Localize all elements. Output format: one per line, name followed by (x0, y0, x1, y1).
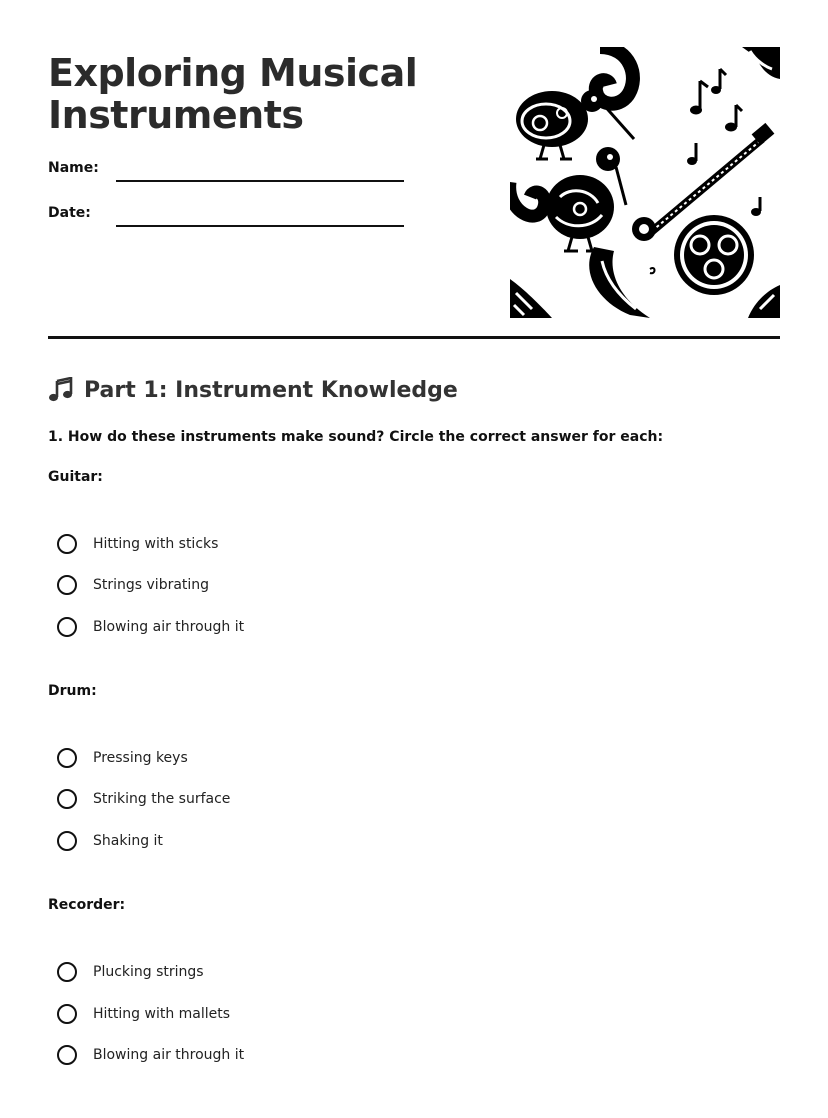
option-drum-2[interactable] (57, 786, 230, 812)
instrument-label-drum: Drum: (48, 683, 97, 699)
date-label: Date: (48, 205, 91, 221)
name-label: Name: (48, 160, 99, 176)
option-label: Blowing air through it (93, 1047, 245, 1063)
instrument-label-guitar: Guitar: (48, 469, 103, 485)
instrument-label-recorder: Recorder: (48, 897, 126, 913)
name-field[interactable] (116, 180, 404, 182)
kiwi-instruments-illustration (510, 47, 780, 318)
option-label: Hitting with sticks (93, 536, 219, 552)
header-divider (48, 336, 780, 339)
section-heading (48, 374, 458, 406)
radio-circle[interactable] (57, 962, 77, 982)
option-label: Blowing air through it (93, 619, 245, 635)
radio-circle[interactable] (57, 617, 77, 637)
section-title-text: Part 1: Instrument Knowledge (84, 377, 458, 403)
question-text: 1. How do these instruments make sound? Circle the correct answer for each: (48, 429, 664, 445)
option-recorder-3[interactable] (57, 1042, 244, 1068)
title-line-1: Exploring Musical (48, 51, 418, 95)
radio-circle[interactable] (57, 789, 77, 809)
illustration-svg (510, 47, 780, 318)
radio-circle[interactable] (57, 1045, 77, 1065)
option-label: Pressing keys (93, 750, 188, 766)
option-drum-3[interactable] (57, 828, 163, 854)
date-field[interactable] (116, 225, 404, 227)
music-note-icon (48, 377, 74, 403)
option-guitar-3[interactable] (57, 614, 244, 640)
radio-circle[interactable] (57, 831, 77, 851)
option-drum-1[interactable] (57, 745, 188, 771)
option-label: Hitting with mallets (93, 1006, 231, 1022)
radio-circle[interactable] (57, 748, 77, 768)
option-recorder-2[interactable] (57, 1001, 230, 1027)
option-label: Shaking it (93, 833, 163, 849)
radio-circle[interactable] (57, 575, 77, 595)
title-line-2: Instruments (48, 93, 304, 137)
radio-circle[interactable] (57, 1004, 77, 1024)
page-title (48, 52, 468, 136)
option-recorder-1[interactable] (57, 959, 204, 985)
option-label: Plucking strings (93, 964, 204, 980)
radio-circle[interactable] (57, 534, 77, 554)
option-label: Strings vibrating (93, 577, 210, 593)
option-label: Striking the surface (93, 791, 231, 807)
option-guitar-1[interactable] (57, 531, 218, 557)
option-guitar-2[interactable] (57, 572, 209, 598)
